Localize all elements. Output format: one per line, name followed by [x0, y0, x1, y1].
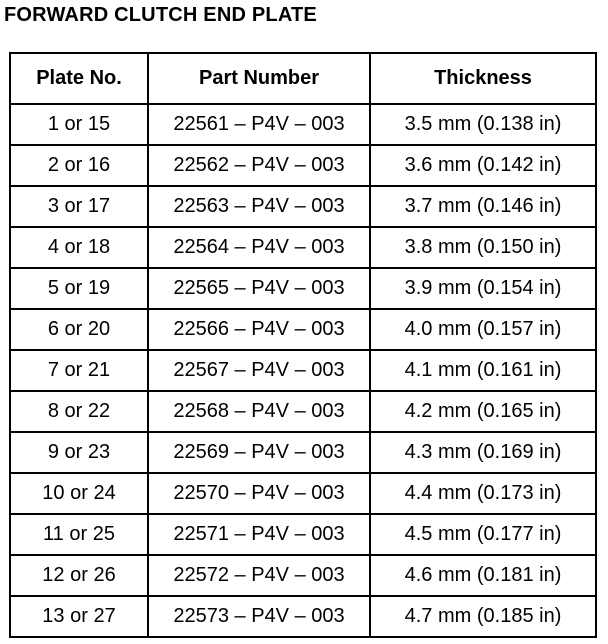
cell-thickness: 4.0 mm (0.157 in): [370, 309, 596, 350]
cell-part-number: 22573 – P4V – 003: [148, 596, 370, 637]
cell-part-number: 22564 – P4V – 003: [148, 227, 370, 268]
table-row: [10, 186, 596, 227]
table-row: [10, 350, 596, 391]
header-part-number: Part Number: [148, 53, 370, 104]
cell-part-number: 22565 – P4V – 003: [148, 268, 370, 309]
header-plate-no: Plate No.: [10, 53, 148, 104]
table-row: [10, 104, 596, 145]
cell-plate-no: 9 or 23: [10, 432, 148, 473]
cell-plate-no: 1 or 15: [10, 104, 148, 145]
cell-plate-no: 4 or 18: [10, 227, 148, 268]
table-row: [10, 555, 596, 596]
cell-part-number: 22570 – P4V – 003: [148, 473, 370, 514]
cell-part-number: 22561 – P4V – 003: [148, 104, 370, 145]
table-row: [10, 309, 596, 350]
cell-thickness: 4.4 mm (0.173 in): [370, 473, 596, 514]
clutch-end-plate-table: [9, 52, 597, 638]
table-row: [10, 596, 596, 637]
table-row: [10, 391, 596, 432]
cell-thickness: 3.7 mm (0.146 in): [370, 186, 596, 227]
cell-part-number: 22571 – P4V – 003: [148, 514, 370, 555]
cell-plate-no: 2 or 16: [10, 145, 148, 186]
table-header-row: [10, 53, 596, 104]
cell-plate-no: 12 or 26: [10, 555, 148, 596]
cell-thickness: 4.3 mm (0.169 in): [370, 432, 596, 473]
table-body: [10, 104, 596, 637]
cell-thickness: 3.9 mm (0.154 in): [370, 268, 596, 309]
cell-part-number: 22566 – P4V – 003: [148, 309, 370, 350]
cell-plate-no: 11 or 25: [10, 514, 148, 555]
cell-thickness: 3.6 mm (0.142 in): [370, 145, 596, 186]
cell-part-number: 22568 – P4V – 003: [148, 391, 370, 432]
table-row: [10, 268, 596, 309]
cell-plate-no: 6 or 20: [10, 309, 148, 350]
cell-thickness: 3.8 mm (0.150 in): [370, 227, 596, 268]
cell-plate-no: 3 or 17: [10, 186, 148, 227]
cell-plate-no: 8 or 22: [10, 391, 148, 432]
cell-thickness: 3.5 mm (0.138 in): [370, 104, 596, 145]
table-row: [10, 145, 596, 186]
cell-part-number: 22572 – P4V – 003: [148, 555, 370, 596]
cell-plate-no: 7 or 21: [10, 350, 148, 391]
header-thickness: Thickness: [370, 53, 596, 104]
table-row: [10, 227, 596, 268]
table-row: [10, 432, 596, 473]
page-title: FORWARD CLUTCH END PLATE: [4, 4, 317, 26]
cell-thickness: 4.5 mm (0.177 in): [370, 514, 596, 555]
cell-thickness: 4.6 mm (0.181 in): [370, 555, 596, 596]
cell-thickness: 4.7 mm (0.185 in): [370, 596, 596, 637]
cell-part-number: 22562 – P4V – 003: [148, 145, 370, 186]
table-row: [10, 473, 596, 514]
cell-part-number: 22563 – P4V – 003: [148, 186, 370, 227]
cell-part-number: 22569 – P4V – 003: [148, 432, 370, 473]
cell-plate-no: 10 or 24: [10, 473, 148, 514]
cell-thickness: 4.1 mm (0.161 in): [370, 350, 596, 391]
cell-plate-no: 5 or 19: [10, 268, 148, 309]
cell-plate-no: 13 or 27: [10, 596, 148, 637]
cell-thickness: 4.2 mm (0.165 in): [370, 391, 596, 432]
table-row: [10, 514, 596, 555]
cell-part-number: 22567 – P4V – 003: [148, 350, 370, 391]
